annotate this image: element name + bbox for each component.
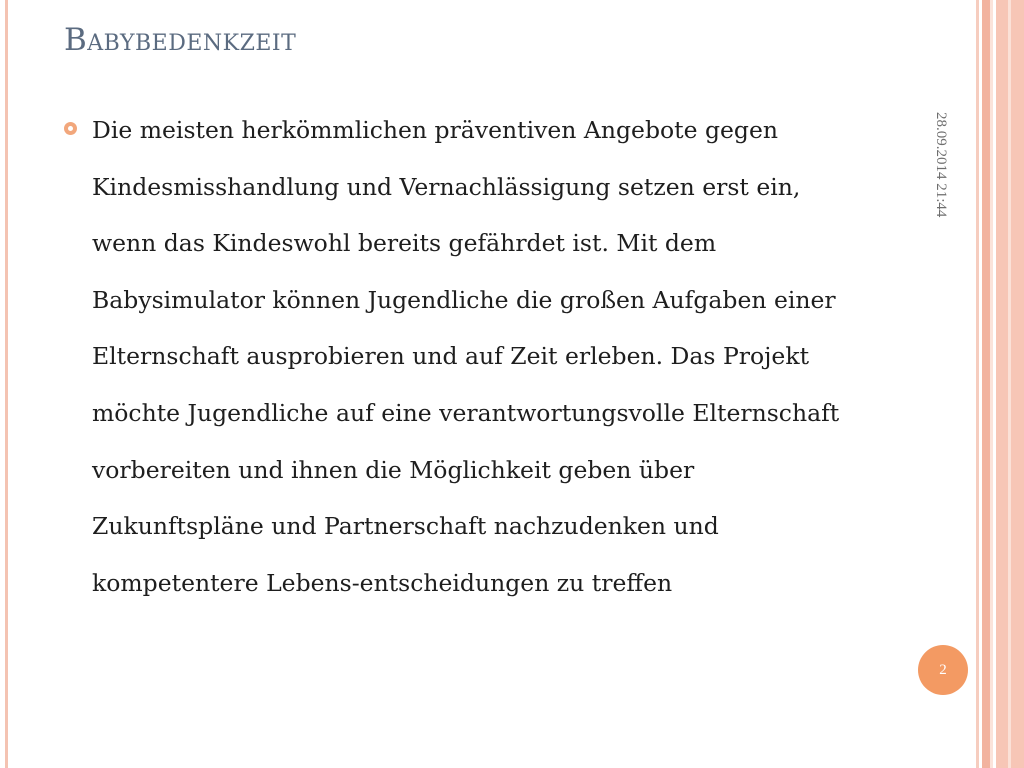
circle-bullet-icon: [64, 122, 77, 135]
left-border-decoration: [5, 0, 8, 768]
bullet-item: [64, 102, 904, 611]
bullet-text: Die meisten herkömmlichen präventiven Angebote gegen Kindesmisshandlung und Vernachlässigung setzen erst ein, wenn das Kindeswohl bereits gefährdet ist. Mit dem Babysimulator können Jugendliche die großen Aufgaben einer Elternschaft ausprobieren und auf Zeit erleben. Das Projekt möchte Jugendliche auf eine verantwortungsvolle Elternschaft vorbereiten und ihnen die Möglichkeit geben über Zukunftspläne und Partnerschaft nachzudenken und kompetentere Lebens-entscheidungen zu treffen: [92, 116, 840, 597]
slide-title: Babybedenkzeit: [64, 22, 297, 58]
right-stripe-decoration: [990, 0, 993, 768]
right-stripe-decoration: [976, 0, 979, 768]
right-stripe-decoration: [982, 0, 990, 768]
slide-content: [64, 102, 904, 611]
page-number-badge: [918, 645, 968, 695]
slide-date: 28.09.2014 21:44: [933, 112, 949, 218]
right-stripe-decoration: [1008, 0, 1011, 768]
page-number: 2: [939, 661, 947, 678]
